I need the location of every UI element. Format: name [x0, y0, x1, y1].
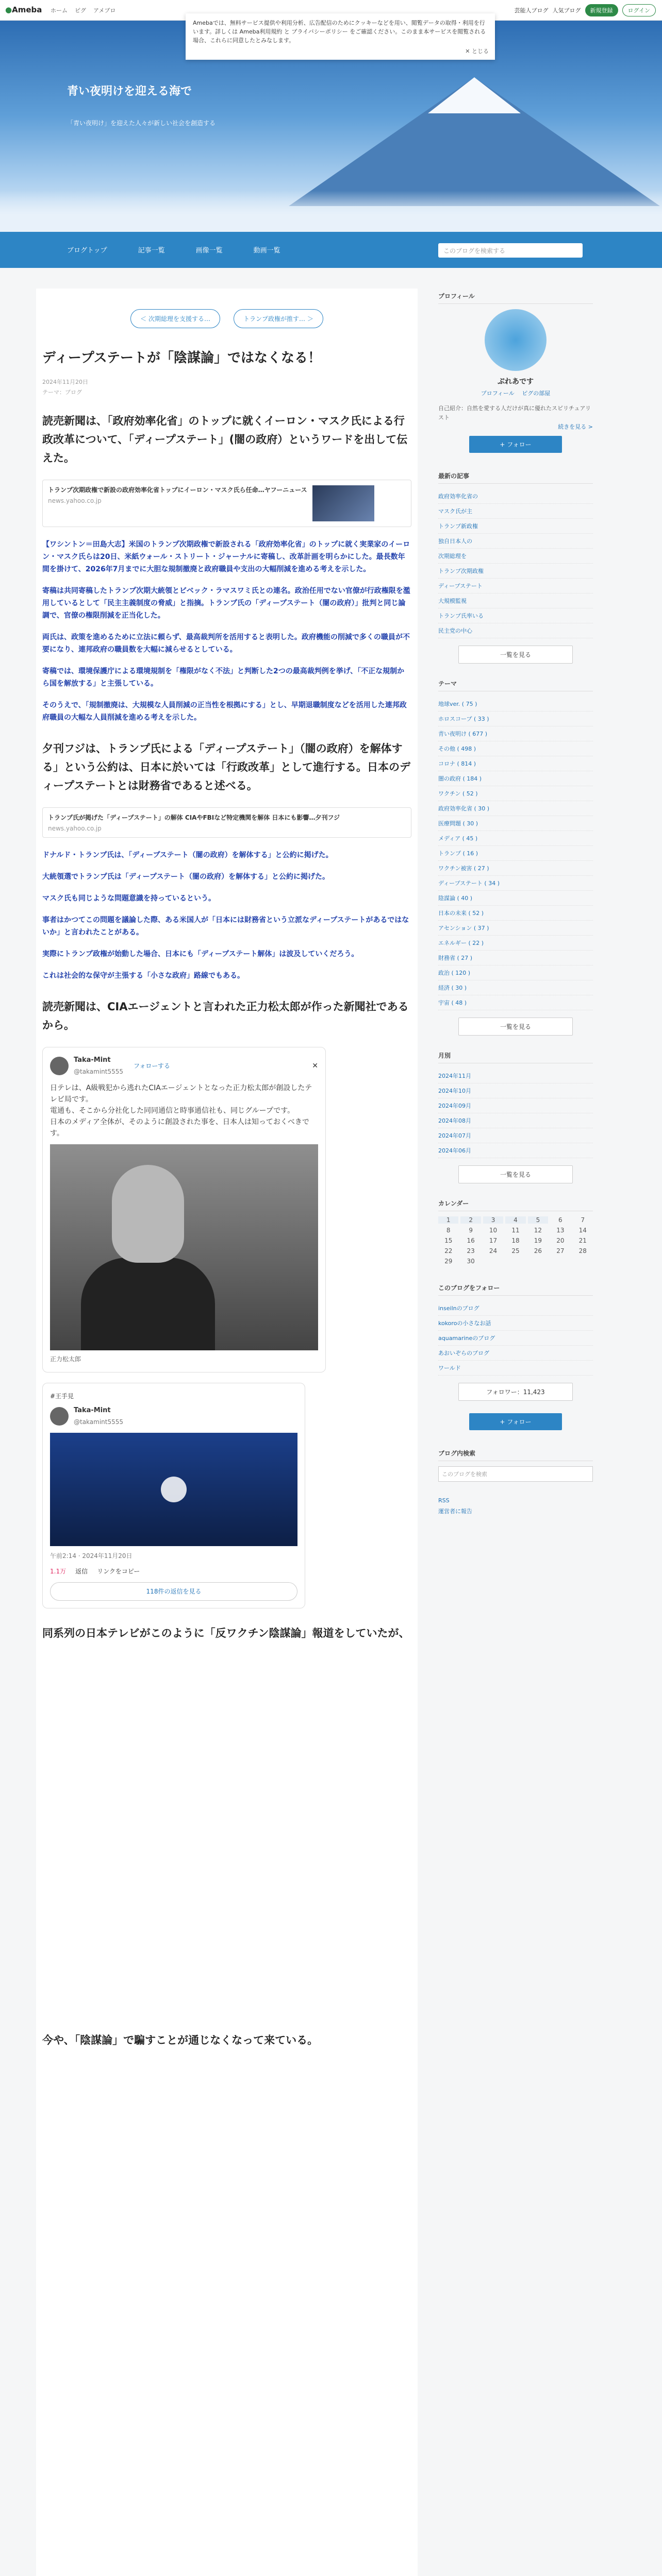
- calendar-day[interactable]: 20: [556, 1237, 565, 1244]
- theme-list: [438, 697, 593, 1010]
- sidebar-heading: 最新の記事: [438, 468, 593, 484]
- card-source: news.yahoo.co.jp: [48, 825, 102, 832]
- archive-link[interactable]: 2024年10月: [438, 1083, 593, 1098]
- copy-link-button[interactable]: リンクをコピー: [97, 1568, 140, 1575]
- lead-paragraph-5: 今や、「陰謀論」で騙すことが通じなくなって来ている。: [42, 2034, 319, 2046]
- blog-search-input[interactable]: このブログを検索する: [438, 243, 583, 258]
- notice-close-button[interactable]: ✕ とじる: [465, 48, 489, 55]
- notice-text: Amebaでは、無料サービス提供や利用分析、広告配信のためにクッキーなどを用い、閲覧データの取得・利用を行います。詳しくは Ameba利用規約 と プライバシーポリシー をご確認ください。このまま本サービスを閲覧される場合、これらに同意したとみなします。: [193, 20, 486, 44]
- theme-link[interactable]: コロナ ( 814 ): [438, 756, 593, 771]
- card-thumbnail: [312, 485, 374, 521]
- embedded-tweet-video[interactable]: [42, 1383, 305, 1608]
- theme-link[interactable]: ワクチン ( 52 ): [438, 786, 593, 801]
- follower-blog-link[interactable]: kokoroの小さなお話: [438, 1316, 593, 1331]
- nav-video-list[interactable]: 動画一覧: [253, 247, 280, 255]
- calendar-day[interactable]: 13: [556, 1227, 565, 1234]
- calendar-day[interactable]: 9: [469, 1227, 473, 1234]
- login-button[interactable]: ログイン: [622, 4, 656, 16]
- sidebar-heading: このブログをフォロー: [438, 1280, 593, 1296]
- blog-nav-items: [67, 245, 280, 255]
- archive-link[interactable]: 2024年08月: [438, 1113, 593, 1128]
- sidebar-search-input[interactable]: このブログを検索: [438, 1466, 593, 1482]
- followers-count-button[interactable]: フォロワー：11,423: [458, 1383, 573, 1401]
- nav-blog-top[interactable]: ブログトップ: [67, 247, 107, 255]
- calendar-day[interactable]: 24: [489, 1247, 498, 1255]
- blog-title[interactable]: 青い夜明けを迎える海で: [67, 85, 192, 98]
- theme-link[interactable]: 陰謀論 ( 40 ): [438, 891, 593, 906]
- follower-blog-link[interactable]: inseilnのブログ: [438, 1301, 593, 1316]
- tweet-handle: @takamint5555: [74, 1418, 124, 1426]
- follower-list: [438, 1301, 593, 1376]
- article-paragraph: 大統領選でトランプ氏は「ディープステート（闇の政府）を解体する」と公約に掲げた。: [42, 873, 330, 881]
- follow-button-2[interactable]: + フォロー: [469, 1413, 562, 1430]
- calendar-day[interactable]: 11: [511, 1227, 520, 1234]
- avatar: [50, 1057, 69, 1075]
- calendar-day[interactable]: 6: [558, 1216, 562, 1224]
- view-replies-button[interactable]: 118件の返信を見る: [50, 1582, 297, 1601]
- calendar-day[interactable]: 17: [489, 1237, 498, 1244]
- nav-ameblo[interactable]: アメブロ: [93, 7, 116, 14]
- next-article-button[interactable]: トランプ政権が推す… ＞: [234, 309, 323, 328]
- article-title: ディープステートが「陰謀論」ではなくなる！: [42, 350, 322, 366]
- article-paragraph: 事者はかつてこの問題を議論した際、ある米国人が「日本には財務省という立派なディープステートがあるではないか」と言われたことがある。: [42, 916, 409, 937]
- calendar-day[interactable]: 4: [505, 1216, 525, 1224]
- cookie-notice: [186, 13, 495, 60]
- link-card[interactable]: [42, 480, 411, 527]
- theme-link[interactable]: 日本の未来 ( 52 ): [438, 906, 593, 921]
- x-logo-icon: ✕: [312, 1062, 318, 1070]
- theme-link[interactable]: アセンション ( 37 ): [438, 921, 593, 936]
- theme-link[interactable]: メディア ( 45 ): [438, 831, 593, 846]
- tweet-author: Taka-Mint: [74, 1056, 111, 1064]
- theme-link[interactable]: ディープステート ( 34 ): [438, 876, 593, 891]
- calendar-day[interactable]: 3: [483, 1216, 503, 1224]
- recent-article-link[interactable]: トランプ新政権: [438, 519, 593, 534]
- theme-link[interactable]: その他 ( 498 ): [438, 741, 593, 756]
- archive-more-button[interactable]: 一覧を見る: [458, 1165, 573, 1183]
- recent-article-link[interactable]: トランプ氏率いる: [438, 608, 593, 623]
- nav-home[interactable]: ホーム: [51, 7, 68, 14]
- article-paragraph: ドナルド・トランプ氏は、「ディープステート（闇の政府）を解体する」と公約に掲げた。: [42, 851, 333, 859]
- theme-link[interactable]: 政治 ( 120 ): [438, 965, 593, 980]
- nav-image-list[interactable]: 画像一覧: [195, 247, 223, 255]
- top-nav: [51, 6, 115, 14]
- photo-figure-face: [112, 1165, 184, 1263]
- calendar-day[interactable]: 5: [528, 1216, 548, 1224]
- recent-article-link[interactable]: 政府効率化省の: [438, 489, 593, 504]
- lead-paragraph-2: 夕刊フジは、トランプ氏による「ディープステート」（闇の政府）を解体する」という公約は、日本に於いては「行政改革」として進行する。日本のディープステートとは財務省であると述べる。: [42, 742, 410, 792]
- article-paragraph: 寄稿は共同寄稿したトランプ次期大統領とビベック・ラマスワミ氏との連名。政治任用でない官僚が行政権限を濫用しているとして「民主主義制度の脅威」と指摘。トランプ氏の「ディープステート（闇の政府）」批判と同じ論調で、官僚の権限削減を正当化した。: [42, 587, 410, 620]
- recent-more-button[interactable]: 一覧を見る: [458, 646, 573, 664]
- calendar: [438, 1216, 593, 1265]
- tweet-author: Taka-Mint: [74, 1406, 111, 1414]
- calendar-day[interactable]: 16: [467, 1237, 475, 1244]
- article-paragraph: 両氏は、政策を進めるために立法に頼らず、最高裁判所を活用すると表明した。政府機能の削減で多くの職員が不要になり、連邦政府の職員数を大幅に減らせるとしている。: [42, 633, 410, 654]
- follower-blog-link[interactable]: aquamarineのブログ: [438, 1331, 593, 1346]
- profile-avatar[interactable]: [485, 309, 547, 371]
- article-paragraph: 寄稿では、環境保護庁による環境規制を「権限がなく不法」と判断した2つの最高裁判例を挙げ、「不正な規制から国を解放する」と主張している。: [42, 667, 405, 688]
- article-date: 2024年11月20日: [42, 379, 88, 385]
- theme-link[interactable]: ホロスコープ ( 33 ): [438, 711, 593, 726]
- calendar-day[interactable]: 21: [578, 1237, 587, 1244]
- sidebar-heading: 月別: [438, 1048, 593, 1063]
- signup-button[interactable]: 新規登録: [585, 4, 618, 16]
- article-theme[interactable]: テーマ：ブログ: [42, 389, 82, 396]
- calendar-day[interactable]: 7: [581, 1216, 585, 1224]
- card-title: トランプ次期政権で新設の政府効率化省トップにイーロン・マスク氏ら任命…ヤフーニュース: [48, 486, 307, 494]
- calendar-day[interactable]: 12: [534, 1227, 542, 1234]
- tweet-follow-button[interactable]: フォローする: [134, 1062, 170, 1070]
- calendar-day[interactable]: 8: [446, 1227, 451, 1234]
- calendar-day[interactable]: 23: [467, 1247, 475, 1255]
- theme-link[interactable]: 地球ver. ( 75 ): [438, 697, 593, 711]
- theme-link[interactable]: 青い夜明け ( 677 ): [438, 726, 593, 741]
- recent-article-link[interactable]: トランプ次期政権: [438, 564, 593, 579]
- profile-link[interactable]: プロフィール: [481, 390, 515, 397]
- follower-blog-link[interactable]: ワールド: [438, 1361, 593, 1376]
- sidebar-heading: テーマ: [438, 676, 593, 691]
- theme-link[interactable]: トランプ ( 16 ): [438, 846, 593, 861]
- prev-article-button[interactable]: ＜ 次期総理を支援する…: [130, 309, 220, 328]
- article-paragraph: 実際にトランプ政権が始動した場合、日本にも「ディープステート解体」は波及していくだろう。: [42, 950, 359, 958]
- calendar-day[interactable]: 22: [444, 1247, 453, 1255]
- calendar-day[interactable]: 30: [467, 1258, 475, 1265]
- recent-article-link[interactable]: 民主党の中心: [438, 623, 593, 638]
- calendar-day[interactable]: 28: [578, 1247, 587, 1255]
- card-title: トランプ氏が掲げた「ディープステート」の解体 CIAやFBIなど特定機関を解体 日本にも影響…夕刊フジ: [48, 814, 340, 821]
- celebrity-blog-link[interactable]: 芸能人ブログ: [514, 7, 549, 14]
- lead-paragraph: 読売新聞は、「政府効率化省」のトップに就くイーロン・マスク氏による行政改革について、「ディープステート」(闇の政府）というワードを出して伝えた。: [42, 415, 408, 464]
- recent-article-link[interactable]: マスク氏が主: [438, 504, 593, 519]
- logo-text: Ameba: [12, 5, 42, 14]
- theme-link[interactable]: 政府効率化省 ( 30 ): [438, 801, 593, 816]
- reply-button[interactable]: 返信: [75, 1568, 88, 1575]
- theme-link[interactable]: ワクチン被害 ( 27 ): [438, 861, 593, 876]
- calendar-day[interactable]: 1: [438, 1216, 458, 1224]
- calendar-day[interactable]: 2: [460, 1216, 481, 1224]
- tweet-photo[interactable]: [50, 1144, 318, 1350]
- card-source: news.yahoo.co.jp: [48, 497, 102, 504]
- profile-description: 自己紹介：自然を愛する人だけが真に優れたスピリチュアリスト: [438, 405, 591, 421]
- nav-article-list[interactable]: 記事一覧: [138, 247, 165, 255]
- theme-link[interactable]: 財務省 ( 27 ): [438, 951, 593, 965]
- sidebar-heading: カレンダー: [438, 1196, 593, 1211]
- rss-link[interactable]: RSS: [438, 1497, 450, 1504]
- archive-link[interactable]: 2024年06月: [438, 1143, 593, 1158]
- photo-figure-body: [81, 1258, 215, 1350]
- recent-article-link[interactable]: 独自日本人の: [438, 534, 593, 549]
- article-paragraph: マスク氏も同じような問題意識を持っているという。: [42, 894, 216, 903]
- calendar-day[interactable]: 29: [444, 1258, 453, 1265]
- nav-pigg[interactable]: ピグ: [75, 7, 86, 14]
- theme-link[interactable]: 闇の政府 ( 184 ): [438, 771, 593, 786]
- follower-blog-link[interactable]: あおいぞらのブログ: [438, 1346, 593, 1361]
- avatar: [50, 1407, 69, 1426]
- tweet-time: 午前2:14 · 2024年11月20日: [50, 1552, 133, 1560]
- photo-caption: 正力松太郎: [50, 1355, 81, 1363]
- article-paragraph: 【ワシントン＝田島大志】米国のトランプ次期政権で新設される「政府効率化省」のトップに就く実業家のイーロン・マスク氏らは20日、米紙ウォール・ストリート・ジャーナルに寄稿し、改革計画を明らかにした。最長数年間を掛けて、2026年7月までに大胆な規制撤廃と政府職員や支出の大幅削減を進める考えを示した。: [42, 540, 410, 573]
- article-area: [36, 289, 418, 2576]
- profile-name[interactable]: ぷれあです: [498, 378, 534, 386]
- theme-link[interactable]: 医療問題 ( 30 ): [438, 816, 593, 831]
- popular-blog-link[interactable]: 人気ブログ: [552, 7, 581, 14]
- pigg-room-link[interactable]: ピグの部屋: [522, 390, 551, 397]
- tweet-text: 日テレは、A級戦犯から逃れたCIAエージェントとなった正力松太郎が創設したテレビ局です。 電通も、そこから分社化した同同通信と時事通信社も、同じグループです。 日本のメディア全体が、そのように創設された事を、日本人は知っておくべきです。: [50, 1084, 312, 1138]
- recent-article-link[interactable]: ディープステート: [438, 579, 593, 594]
- embedded-tweet[interactable]: [42, 1047, 326, 1372]
- recent-article-link[interactable]: 大規模監視: [438, 594, 593, 608]
- theme-link[interactable]: 宇宙 ( 48 ): [438, 995, 593, 1010]
- profile-more-link[interactable]: 続きを見る >: [558, 423, 593, 430]
- article-paragraph: これは社会的な保守が主張する「小さな政府」路線でもある。: [42, 972, 244, 980]
- theme-link[interactable]: エネルギー ( 22 ): [438, 936, 593, 951]
- calendar-day[interactable]: 18: [511, 1237, 520, 1244]
- calendar-day[interactable]: 14: [578, 1227, 587, 1234]
- sidebar-heading: ブログ内検索: [438, 1446, 593, 1461]
- tweet-handle: @takamint5555: [74, 1068, 124, 1075]
- tweet-video[interactable]: [50, 1433, 297, 1546]
- calendar-day[interactable]: 27: [556, 1247, 565, 1255]
- calendar-day[interactable]: 26: [534, 1247, 542, 1255]
- archive-list: [438, 1069, 593, 1158]
- calendar-day[interactable]: 15: [444, 1237, 453, 1244]
- recent-article-link[interactable]: 次期総理を: [438, 549, 593, 564]
- lead-paragraph-4: 同系列の日本テレビがこのように「反ワクチン陰謀論」報道をしていたが、: [42, 1627, 410, 1639]
- blog-navbar: [0, 232, 662, 268]
- article-pager: [42, 309, 411, 328]
- archive-link[interactable]: 2024年11月: [438, 1069, 593, 1083]
- archive-link[interactable]: 2024年09月: [438, 1098, 593, 1113]
- report-link[interactable]: 運営者に報告: [438, 1508, 472, 1515]
- sidebar: [438, 289, 593, 1515]
- top-right-actions: [515, 4, 656, 16]
- article-paragraph: そのうえで、「規制撤廃は、大規模な人員削減の正当性を根拠にする」とし、早期退職制度などを活用した連邦政府職員の大幅な人員削減を進める考えを示した。: [42, 701, 407, 722]
- ameba-logo[interactable]: ●Ameba: [5, 5, 42, 14]
- theme-more-button[interactable]: 一覧を見る: [458, 1018, 573, 1036]
- sidebar-heading: プロフィール: [438, 289, 593, 304]
- calendar-day[interactable]: 10: [489, 1227, 498, 1234]
- recent-articles-list: [438, 489, 593, 638]
- like-count[interactable]: 1.1万: [50, 1568, 67, 1575]
- cloud-layer: [0, 191, 662, 232]
- calendar-day[interactable]: 19: [534, 1237, 542, 1244]
- blog-tagline: 「青い夜明け」を迎えた人々が新しい社会を創造する: [67, 120, 216, 127]
- play-icon[interactable]: [161, 1477, 187, 1502]
- archive-link[interactable]: 2024年07月: [438, 1128, 593, 1143]
- link-card-2[interactable]: [42, 807, 411, 838]
- lead-paragraph-3: 読売新聞は、CIAエージェントと言われた正力松太郎が作った新聞社であるから。: [42, 1001, 409, 1031]
- calendar-day[interactable]: 25: [511, 1247, 520, 1255]
- video-header: #王手見: [50, 1393, 74, 1400]
- mountain-snow: [428, 77, 521, 113]
- theme-link[interactable]: 経済 ( 30 ): [438, 980, 593, 995]
- follow-button[interactable]: + フォロー: [469, 436, 562, 453]
